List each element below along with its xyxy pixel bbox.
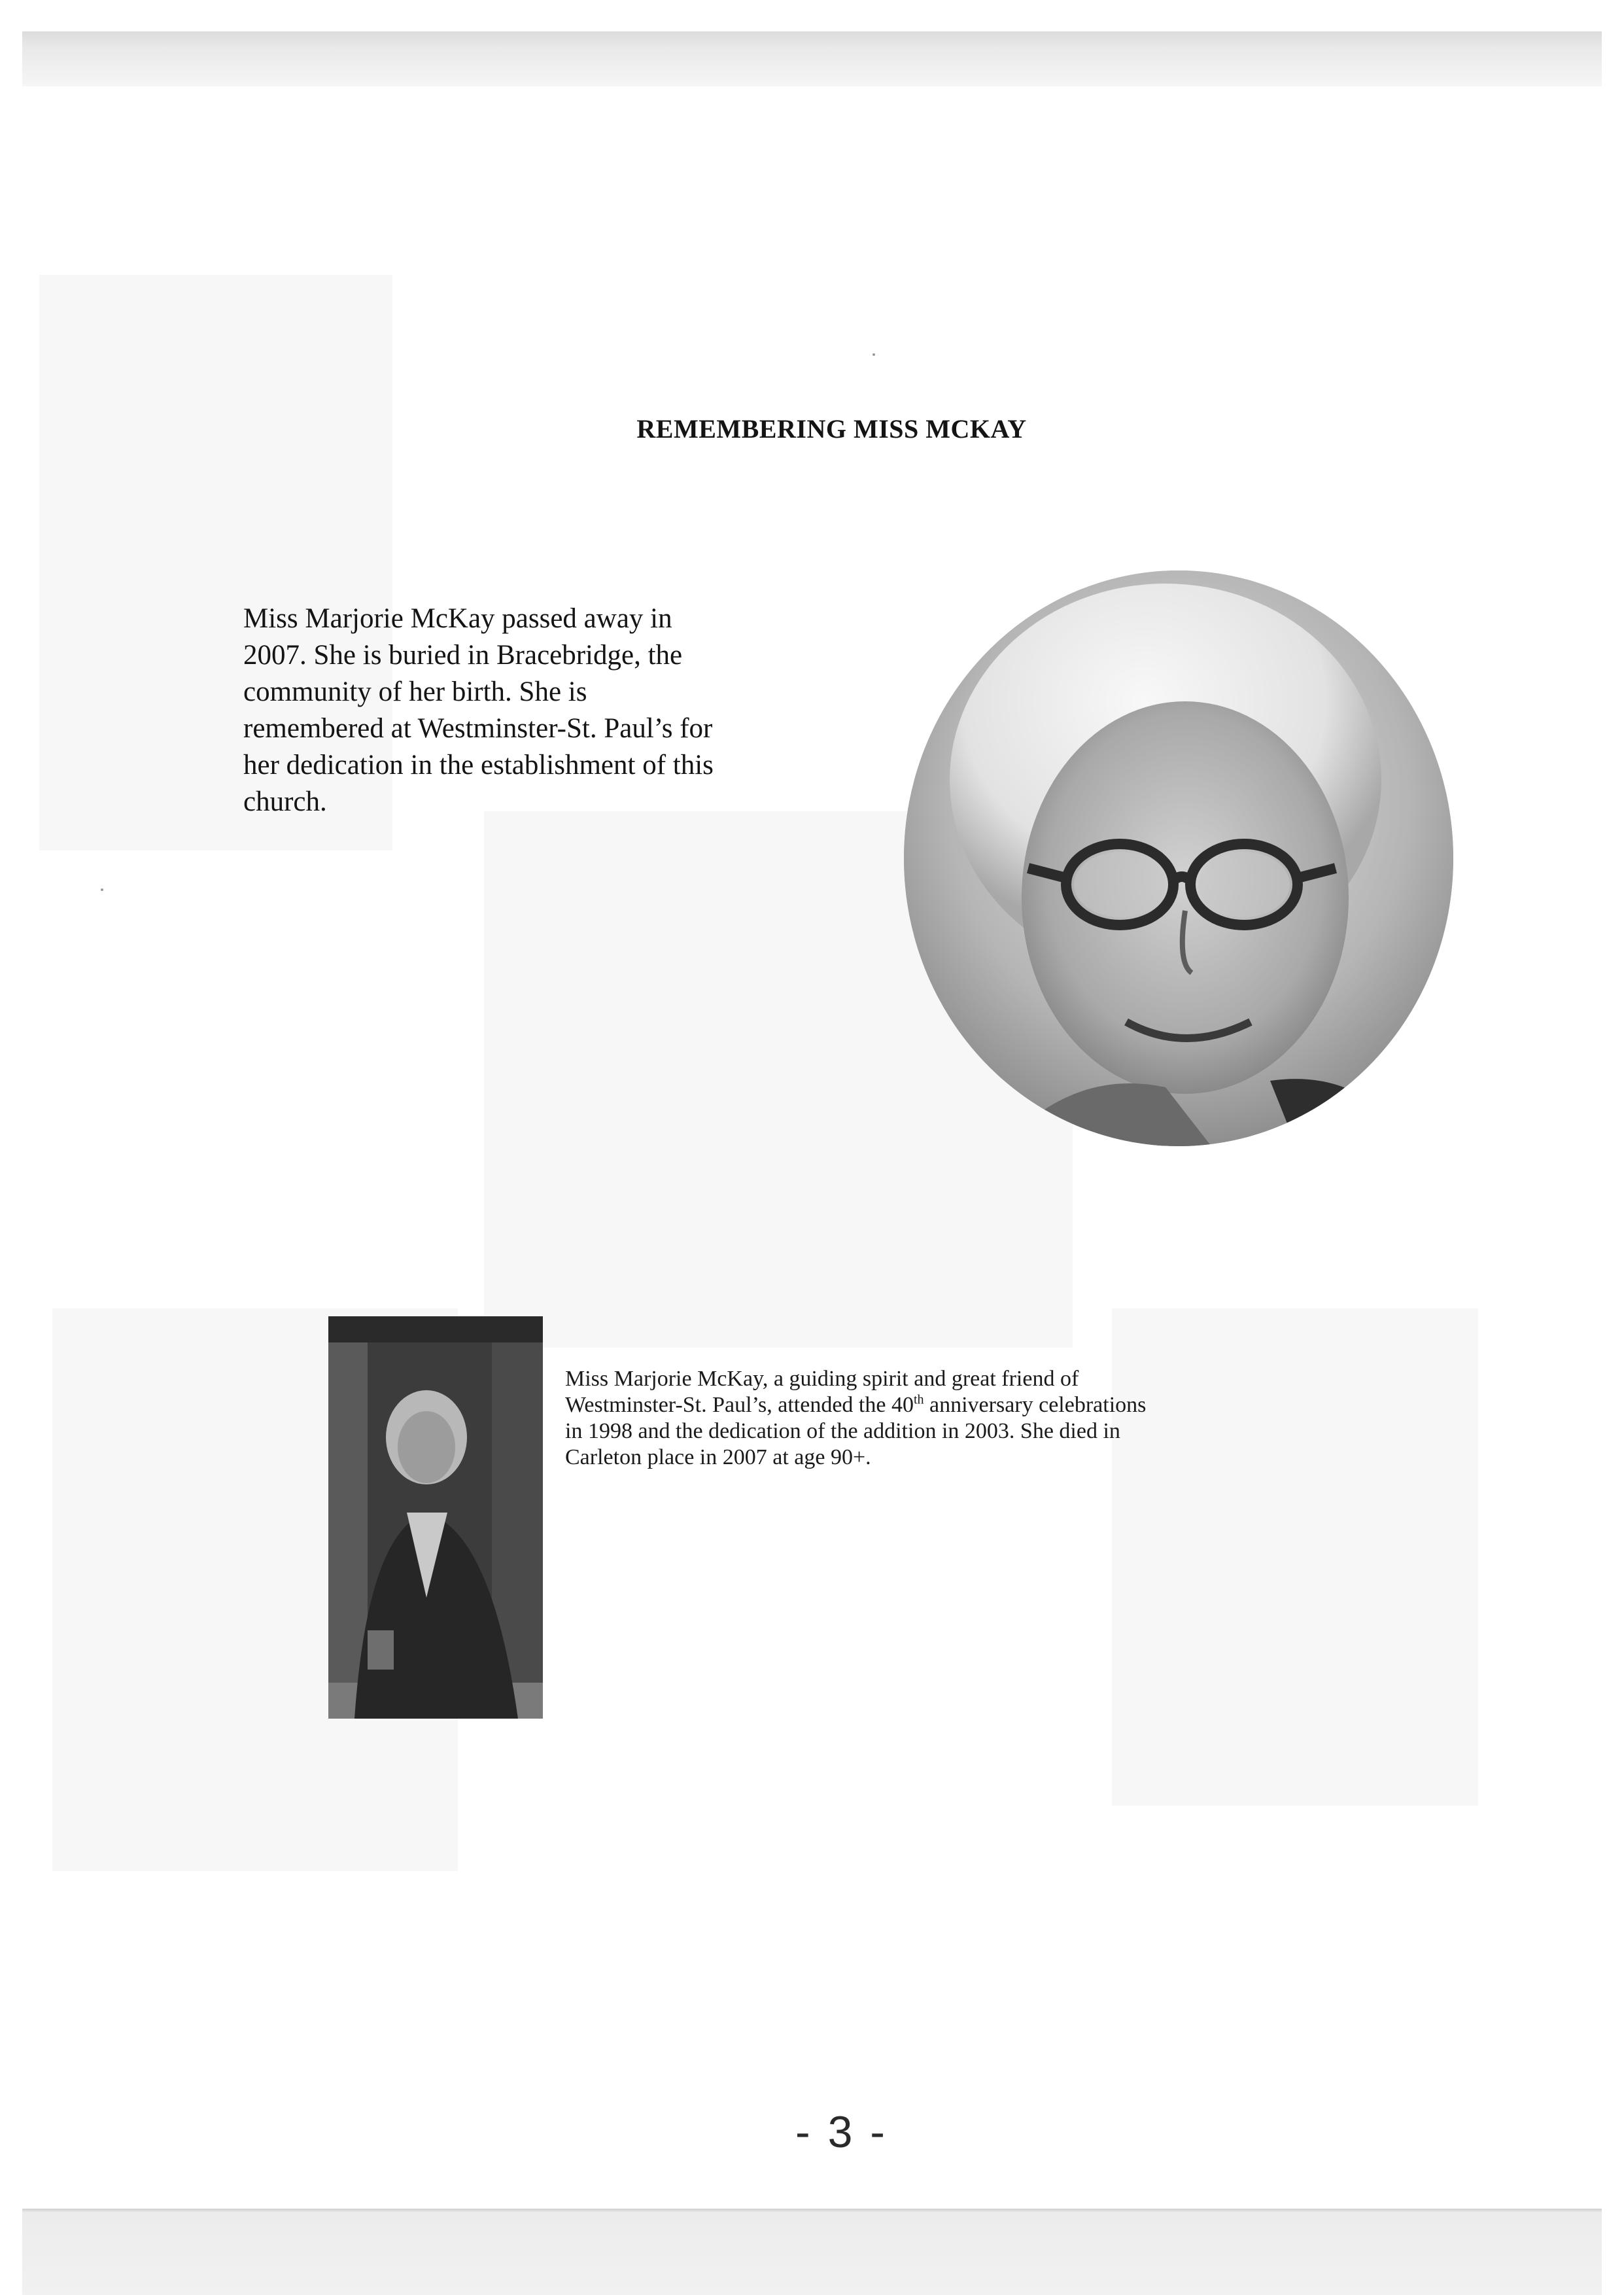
speck bbox=[101, 888, 103, 891]
intro-line: community of her birth. She is bbox=[243, 676, 587, 707]
scan-edge-bottom bbox=[22, 2209, 1602, 2295]
intro-line: Miss Marjorie McKay passed away in bbox=[243, 603, 672, 634]
caption-text: anniversary celebrations bbox=[924, 1393, 1147, 1417]
intro-paragraph bbox=[243, 601, 819, 820]
portrait-photo bbox=[904, 570, 1453, 1146]
caption-line: in 1998 and the dedication of the addition in 2003. She died in bbox=[565, 1419, 1120, 1443]
scan-edge-top bbox=[22, 31, 1602, 86]
caption-line: Miss Marjorie McKay, a guiding spirit and great friend of bbox=[565, 1367, 1079, 1391]
ordinal-suffix: th bbox=[913, 1392, 924, 1407]
anniversary-photo bbox=[328, 1316, 543, 1719]
caption-text: Westminster-St. Paul’s, attended the 40 bbox=[565, 1393, 914, 1417]
speck bbox=[872, 353, 875, 356]
photo-caption bbox=[565, 1366, 1324, 1471]
page-title: REMEMBERING MISS MCKAY bbox=[636, 414, 1027, 444]
intro-line: remembered at Westminster-St. Paul’s for bbox=[243, 713, 713, 744]
intro-line: 2007. She is buried in Bracebridge, the bbox=[243, 640, 683, 671]
page-number: - 3 - bbox=[795, 2107, 888, 2157]
intro-line: church. bbox=[243, 786, 327, 817]
caption-line bbox=[565, 1392, 1324, 1418]
intro-line: her dedication in the establishment of this bbox=[243, 750, 714, 780]
caption-line: Carleton place in 2007 at age 90+. bbox=[565, 1445, 871, 1469]
portrait-illustration bbox=[904, 570, 1453, 1146]
anniversary-photo-illustration bbox=[328, 1316, 543, 1719]
